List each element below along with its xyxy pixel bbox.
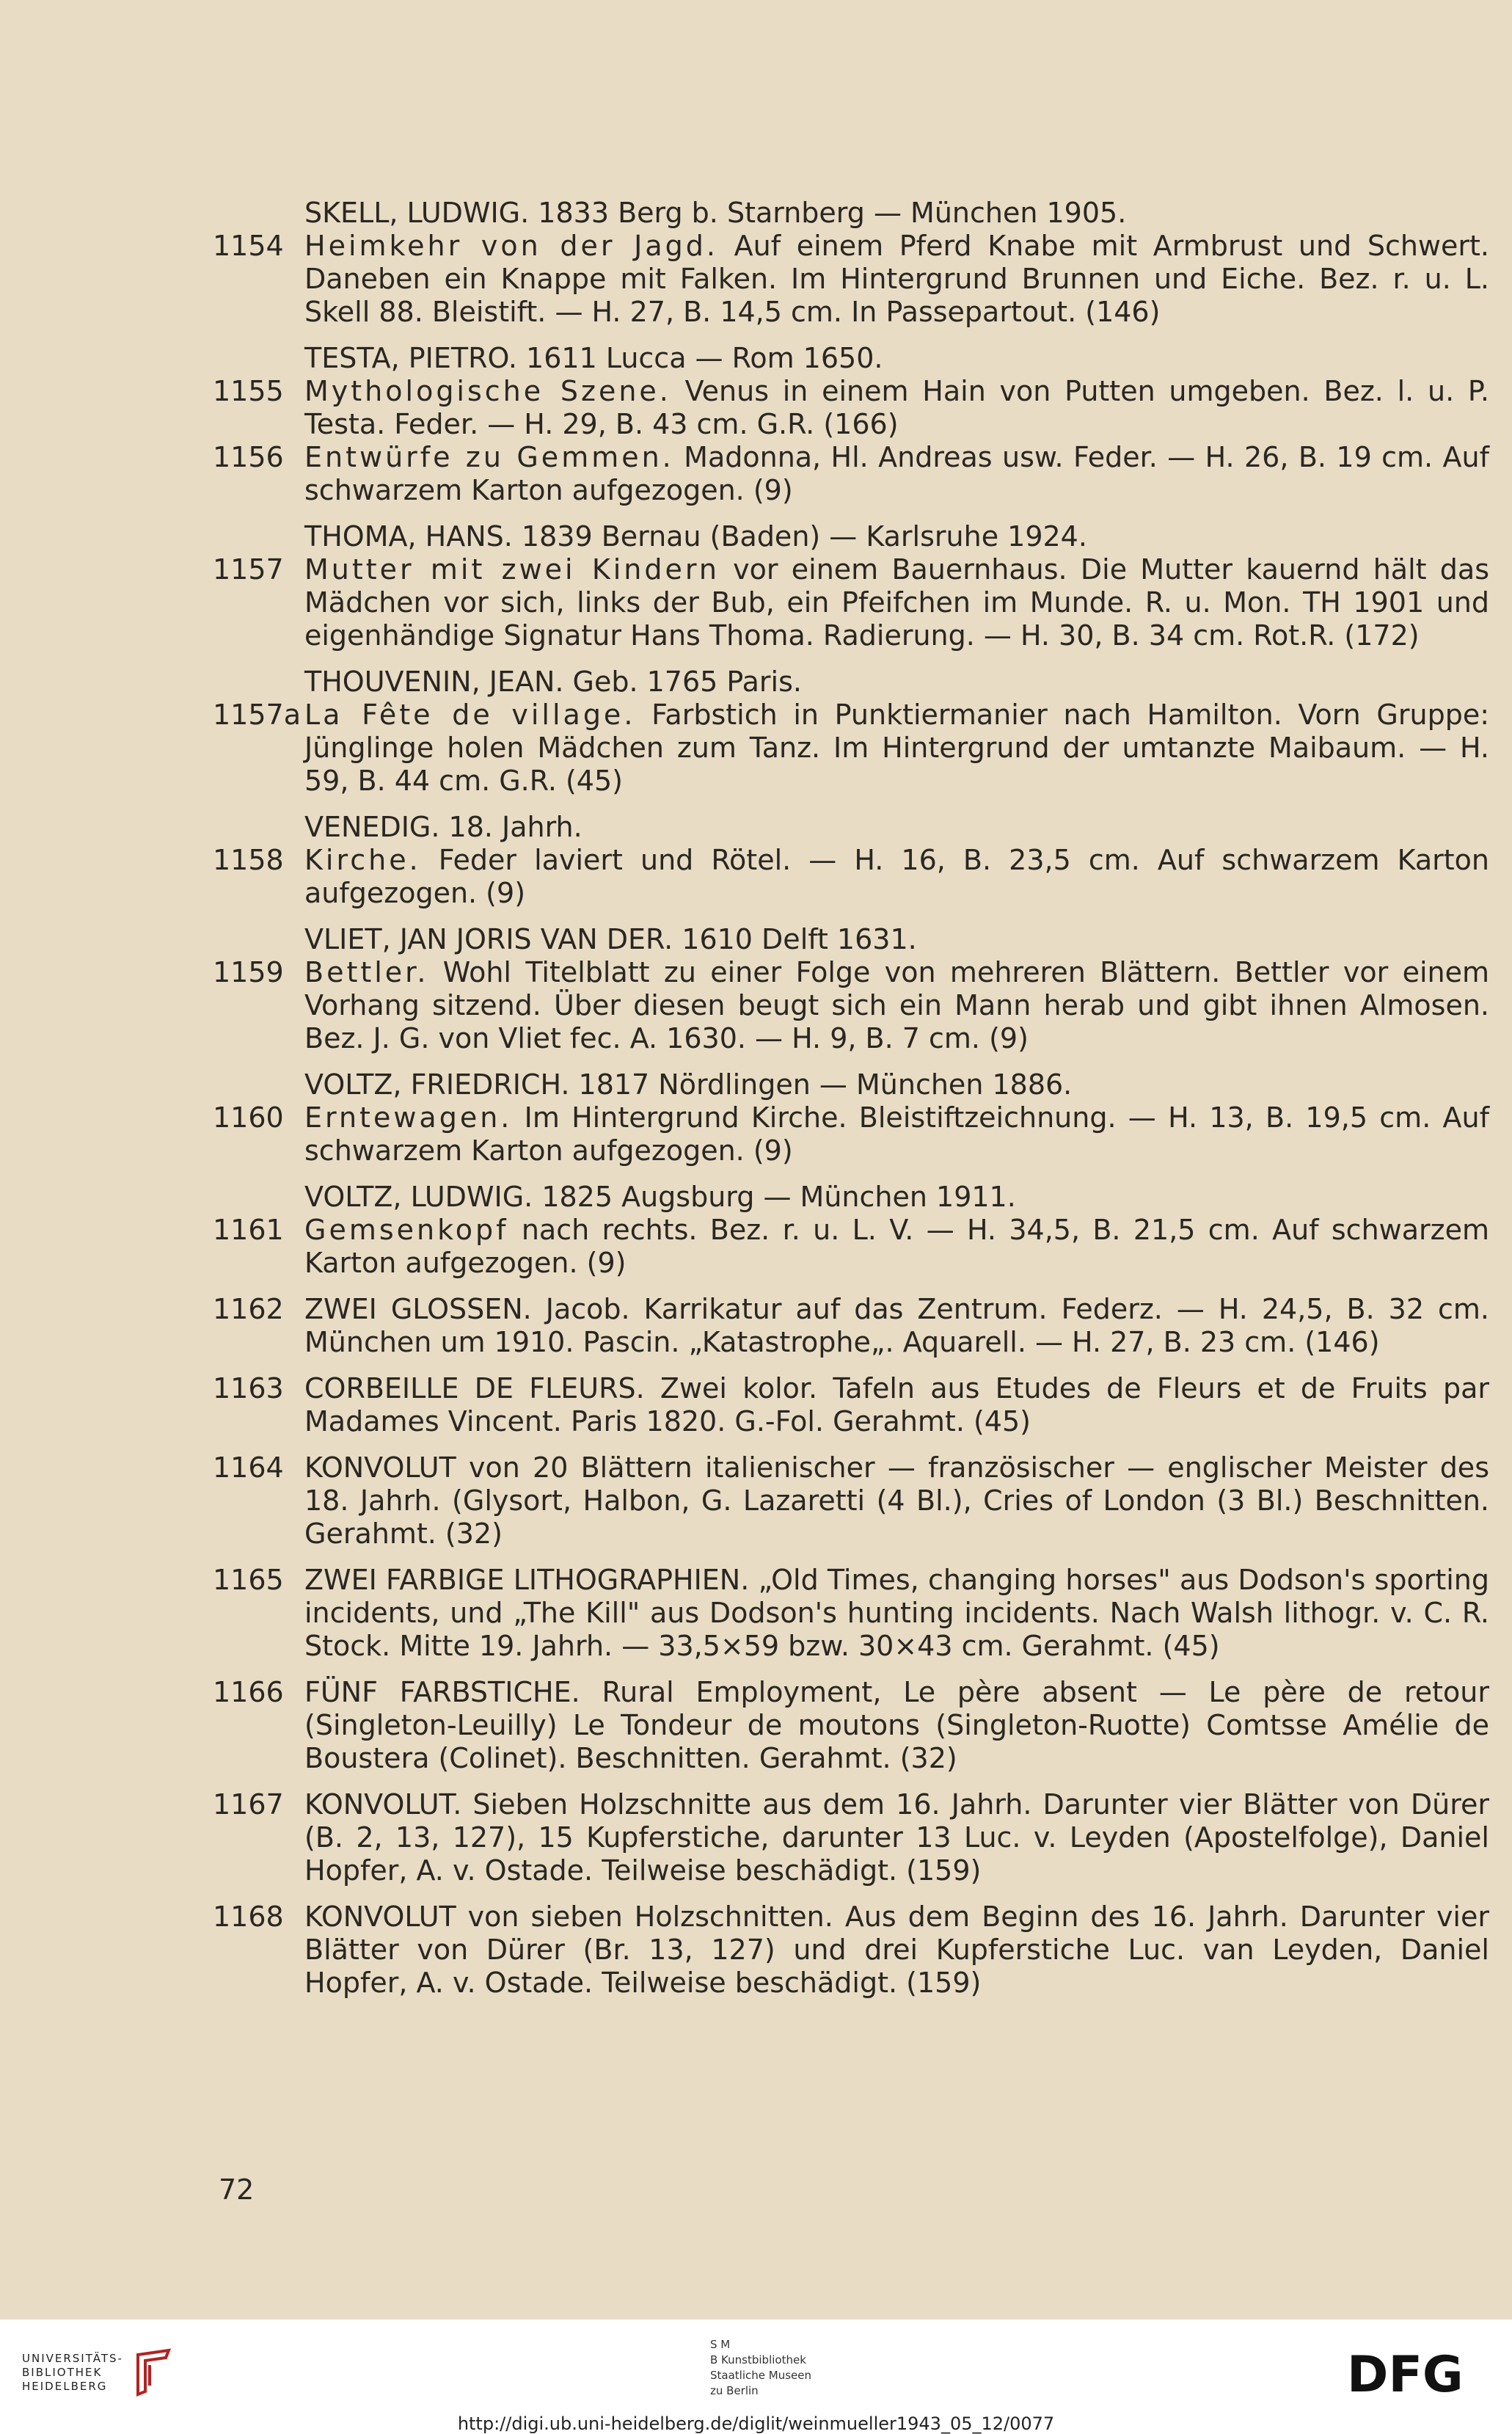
catalog-entries — [213, 197, 1489, 2013]
lot-text: KONVOLUT von 20 Blättern italienischer — französischer — englischer Meister des 18. Jahrh. (Glysort, Halbon, G. Lazaretti (4 Bl.), Cries of London (3 Bl.) Beschnitten. Gerahmt. (32) — [304, 1451, 1489, 1550]
lot-text: Wohl Titelblatt zu einer Folge von mehreren Blättern. Bettler vor einem Vorhang sitzend. Über diesen beugt sich ein Mann herab und gibt ihnen Almosen. Bez. J. G. von Vliet fec. A. 1630. — H. 9, B. 7 cm. (9) — [304, 956, 1489, 1054]
lot-number: 1159 — [213, 956, 284, 988]
artist-heading: THOMA, HANS. 1839 Bernau (Baden) — Karlsruhe 1924. — [304, 520, 1087, 553]
university-library-name: UNIVERSITÄTS- BIBLIOTHEK HEIDELBERG — [22, 2351, 123, 2393]
lot-number: 1156 — [213, 441, 284, 473]
lot-description — [304, 1101, 1489, 1167]
lot-number: 1167 — [213, 1788, 284, 1821]
artist-heading: VOLTZ, FRIEDRICH. 1817 Nördlingen — München 1886. — [304, 1068, 1073, 1101]
lot-item — [213, 1293, 1489, 1359]
lot-text: Farbstich in Punktiermanier nach Hamilton. Vorn Gruppe: Jünglinge holen Mädchen zum Tanz. Im Hintergrund der umtanzte Maibaum. — H. 59, B. 44 cm. G.R. (45) — [304, 699, 1489, 797]
lot-number: 1164 — [213, 1451, 284, 1484]
lot-description — [304, 1451, 1489, 1551]
lot-description — [304, 699, 1489, 798]
lot-title: Bettler. — [304, 956, 429, 988]
lot-item — [213, 230, 1489, 329]
lot-item — [213, 553, 1489, 652]
dfg-logo-text: DFG — [1347, 2350, 1464, 2396]
lot-item — [213, 1101, 1489, 1167]
lot-number: 1161 — [213, 1214, 284, 1246]
lot-item — [213, 1451, 1489, 1551]
lot-title: Mutter mit zwei Kindern — [304, 553, 720, 586]
catalog-entry — [213, 1564, 1489, 1663]
artist-heading: VENEDIG. 18. Jahrh. — [304, 811, 582, 843]
catalog-entry — [213, 1901, 1489, 2000]
lot-text: nach rechts. Bez. r. u. L. V. — H. 34,5, B. 21,5 cm. Auf schwarzem Karton aufgezogen. (9) — [304, 1214, 1489, 1279]
lot-text: KONVOLUT von sieben Holzschnitten. Aus dem Beginn des 16. Jahrh. Darunter vier Blätter von Dürer (Br. 13, 127) und drei Kupferstiche Luc. van Leyden, Daniel Hopfer, A. v. Ostade. Teilweise beschädigt. (159) — [304, 1901, 1489, 1999]
lot-text: Im Hintergrund Kirche. Bleistiftzeichnung. — H. 13, B. 19,5 cm. Auf schwarzem Karton aufgezogen. (9) — [304, 1101, 1489, 1167]
lot-number: 1165 — [213, 1564, 284, 1596]
lot-item — [213, 1372, 1489, 1438]
lot-number: 1158 — [213, 844, 284, 876]
lot-text: Auf einem Pferd Knabe mit Armbrust und Schwert. Daneben ein Knappe mit Falken. Im Hintergrund Brunnen und Eiche. Bez. r. u. L. Skell 88. Bleistift. — H. 27, B. 14,5 cm. In Passepartout. (146) — [304, 230, 1489, 328]
lot-title: La Fête de village. — [304, 699, 636, 731]
lot-title: Gemsenkopf — [304, 1214, 509, 1246]
catalog-entry — [213, 923, 1489, 1055]
lot-description — [304, 956, 1489, 1055]
lot-description — [304, 1293, 1489, 1359]
lot-text: Venus in einem Hain von Putten umgeben. Bez. l. u. P. Testa. Feder. — H. 29, B. 43 cm. G.R. (166) — [304, 375, 1489, 440]
lot-description — [304, 1564, 1489, 1663]
lot-number: 1157a — [213, 699, 301, 731]
artist-heading: TESTA, PIETRO. 1611 Lucca — Rom 1650. — [304, 342, 883, 374]
source-url-link[interactable]: http://digi.ub.uni-heidelberg.de/diglit/weinmueller1943_05_12/0077 — [457, 2413, 1055, 2434]
lot-description — [304, 230, 1489, 329]
lot-text: Feder laviert und Rötel. — H. 16, B. 23,5 cm. Auf schwarzem Karton aufgezogen. (9) — [304, 844, 1489, 909]
museum-logo[interactable]: S M B Kunstbibliothek Staatliche Museen zu Berlin — [710, 2338, 811, 2397]
lot-item — [213, 1901, 1489, 2000]
lot-title: Kirche. — [304, 844, 421, 876]
lot-text: CORBEILLE DE FLEURS. Zwei kolor. Tafeln aus Etudes de Fleurs et de Fruits par Madames Vincent. Paris 1820. G.-Fol. Gerahmt. (45) — [304, 1372, 1489, 1438]
artist-heading: THOUVENIN, JEAN. Geb. 1765 Paris. — [304, 666, 802, 698]
university-library-logo[interactable] — [22, 2347, 173, 2397]
catalog-entry — [213, 666, 1489, 798]
lot-number: 1157 — [213, 553, 284, 586]
lot-description — [304, 553, 1489, 652]
catalog-entry — [213, 1293, 1489, 1359]
catalog-entry — [213, 1451, 1489, 1551]
lot-text: FÜNF FARBSTICHE. Rural Employment, Le père absent — Le père de retour (Singleton-Leuilly) Le Tondeur de moutons (Singleton-Ruotte) Comtsse Amélie de Boustera (Colinet). Beschnitten. Gerahmt. (32) — [304, 1676, 1489, 1774]
lot-number: 1160 — [213, 1101, 284, 1134]
lot-number: 1163 — [213, 1372, 284, 1404]
lot-title: Mythologische Szene. — [304, 375, 671, 407]
artist-heading: VLIET, JAN JORIS VAN DER. 1610 Delft 1631. — [304, 923, 917, 955]
artist-heading: SKELL, LUDWIG. 1833 Berg b. Starnberg — München 1905. — [304, 197, 1127, 229]
lot-description — [304, 1214, 1489, 1280]
catalog-entry — [213, 811, 1489, 910]
catalog-entry — [213, 1181, 1489, 1280]
lot-description — [304, 1788, 1489, 1887]
dfg-logo-icon[interactable] — [1347, 2350, 1494, 2396]
university-emblem-icon — [134, 2347, 173, 2397]
lot-text: ZWEI FARBIGE LITHOGRAPHIEN. „Old Times, changing horses" aus Dodson's sporting incidents, und „The Kill" aus Dodson's hunting incidents. Nach Walsh lithogr. v. C. R. Stock. Mitte 19. Jahrh. — 33,5×59 bzw. 30×43 cm. Gerahmt. (45) — [304, 1564, 1489, 1662]
lot-description — [304, 1372, 1489, 1438]
lot-description — [304, 844, 1489, 910]
lot-title: Heimkehr von der Jagd. — [304, 230, 718, 262]
lot-item — [213, 441, 1489, 507]
lot-text: Madonna, Hl. Andreas usw. Feder. — H. 26, B. 19 cm. Auf schwarzem Karton aufgezogen. (9) — [304, 441, 1489, 506]
lot-description — [304, 441, 1489, 507]
lot-item — [213, 1214, 1489, 1280]
lot-description — [304, 375, 1489, 441]
artist-heading: VOLTZ, LUDWIG. 1825 Augsburg — München 1911. — [304, 1181, 1016, 1213]
lot-number: 1166 — [213, 1676, 284, 1708]
footer-bar — [0, 2319, 1512, 2434]
catalog-entry — [213, 1372, 1489, 1438]
catalog-entry — [213, 197, 1489, 329]
catalog-entry — [213, 1068, 1489, 1167]
lot-text: KONVOLUT. Sieben Holzschnitte aus dem 16. Jahrh. Darunter vier Blätter von Dürer (B. 2, 13, 127), 15 Kupferstiche, darunter 13 Luc. v. Leyden (Apostelfolge), Daniel Hopfer, A. v. Ostade. Teilweise beschädigt. (159) — [304, 1788, 1489, 1887]
lot-text: vor einem Bauernhaus. Die Mutter kauernd hält das Mädchen vor sich, links der Bub, ein Pfeifchen im Munde. R. u. Mon. TH 1901 und eigenhändige Signatur Hans Thoma. Radierung. — H. 30, B. 34 cm. Rot.R. (172) — [304, 553, 1489, 652]
lot-title: Erntewagen. — [304, 1101, 513, 1134]
lot-item — [213, 956, 1489, 1055]
catalog-entry — [213, 520, 1489, 652]
catalog-entry — [213, 1676, 1489, 1775]
lot-description — [304, 1676, 1489, 1775]
lot-item — [213, 699, 1489, 798]
lot-text: ZWEI GLOSSEN. Jacob. Karrikatur auf das Zentrum. Federz. — H. 24,5, B. 32 cm. München um 1910. Pascin. „Katastrophe„. Aquarell. — H. 27, B. 23 cm. (146) — [304, 1293, 1489, 1358]
lot-number: 1154 — [213, 230, 284, 262]
lot-item — [213, 1676, 1489, 1775]
lot-item — [213, 1788, 1489, 1887]
lot-item — [213, 844, 1489, 910]
lot-item — [213, 375, 1489, 441]
lot-number: 1168 — [213, 1901, 284, 1933]
page-number: 72 — [219, 2174, 255, 2206]
catalog-entry — [213, 1788, 1489, 1887]
catalog-entry — [213, 342, 1489, 507]
lot-title: Entwürfe zu Gemmen. — [304, 441, 674, 473]
lot-number: 1155 — [213, 375, 284, 407]
lot-number: 1162 — [213, 1293, 284, 1325]
lot-item — [213, 1564, 1489, 1663]
lot-description — [304, 1901, 1489, 2000]
